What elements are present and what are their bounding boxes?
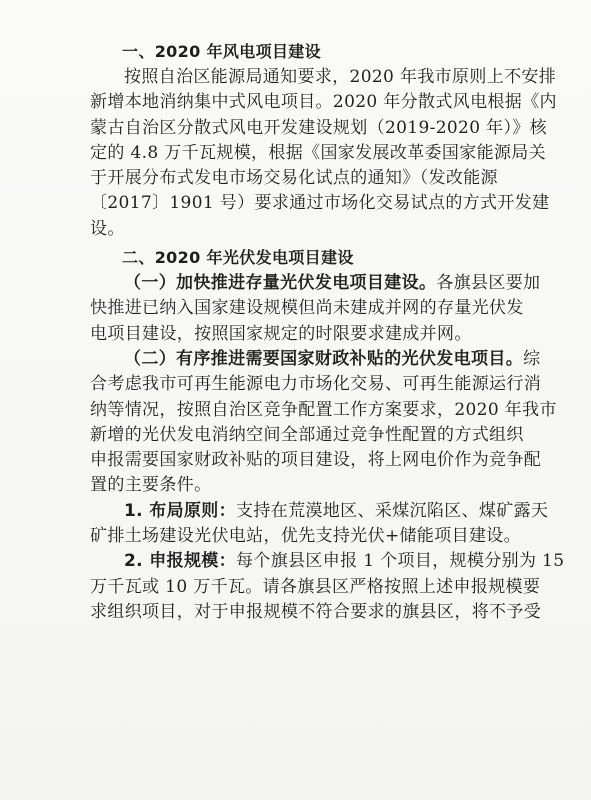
item-2-line: 万千瓦或 10 万千瓦。请各旗县区严格按照上述申报规模要	[90, 576, 541, 597]
item-2-line: 求组织项目，对于申报规模不符合要求的旗县区，将不予受	[90, 601, 542, 622]
section-1-line: 按照自治区能源局通知要求，2020 年我市原则上不安排	[124, 67, 557, 87]
section-1-line: 于开展分布式发电市场交易化试点的通知》（发改能源	[90, 168, 498, 189]
subsection-2-line: 申报需要国家财政补贴的项目建设，将上网电价作为竞争配	[90, 450, 542, 471]
subsection-2-first-line	[90, 347, 541, 372]
section-1-line: 设。	[90, 218, 125, 239]
section-1-heading: 一、2020 年风电项目建设	[122, 42, 322, 61]
section-1-line: 〔2017〕1901 号）要求通过市场化交易试点的方式开发建	[90, 193, 550, 214]
section-1-line: 新增本地消纳集中式风电项目。2020 年分散式风电根据《内	[90, 92, 557, 113]
subsection-1-text: 各旗县区要加	[436, 273, 541, 294]
subsection-2-line: 合考虑我市可再生能源电力市场化交易、可再生能源运行消	[90, 374, 542, 395]
subsection-1-first-line	[90, 271, 541, 296]
subsection-2-title: （二）有序推进需要国家财政补贴的光伏发电项目。	[124, 348, 524, 369]
item-1-text: 支持在荒漠地区、采煤沉陷区、煤矿露天	[236, 500, 549, 521]
subsection-1-title: （一）加快推进存量光伏发电项目建设。	[124, 273, 437, 294]
subsection-2-line: 置的主要条件。	[90, 475, 212, 496]
item-2-first-line	[90, 549, 565, 574]
subsection-2-text: 综	[523, 348, 541, 369]
section-2-heading: 二、2020 年光伏发电项目建设	[122, 248, 354, 268]
subsection-2-line: 新增的光伏发电消纳空间全部通过竞争性配置的方式组织	[90, 424, 524, 445]
subsection-2-line: 纳等情况，按照自治区竞争配置工作方案要求，2020 年我市	[90, 399, 557, 420]
subsection-1-line: 电项目建设，按照国家规定的时限要求建成并网。	[90, 323, 472, 344]
item-1-title: 1. 布局原则：	[124, 500, 237, 521]
item-2-title: 2. 申报规模：	[124, 551, 237, 572]
item-1-first-line	[90, 499, 549, 524]
item-2-text: 每个旗县区申报 1 个项目，规模分别为 15	[236, 551, 565, 572]
section-1-line: 蒙古自治区分散式风电开发建设规划（2019-2020 年）》核	[90, 117, 548, 138]
item-1-line: 矿排土场建设光伏电站，优先支持光伏+储能项目建设。	[90, 526, 521, 547]
subsection-1-line: 快推进已纳入国家建设规模但尚未建成并网的存量光伏发	[90, 298, 524, 319]
section-1-line: 定的 4.8 万千瓦规模，根据《国家发展改革委国家能源局关	[90, 142, 546, 163]
